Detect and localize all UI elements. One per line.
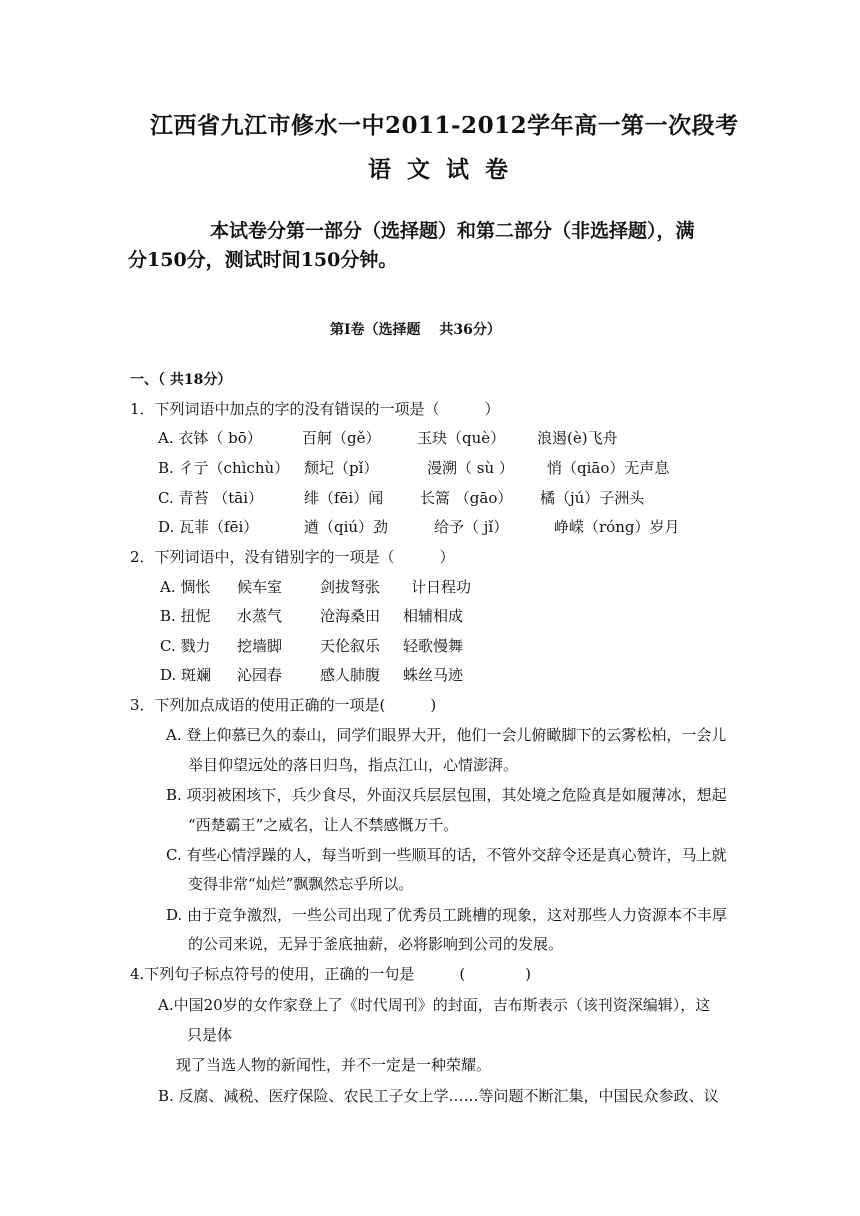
q3-option-b-line-2: “西楚霸王”之威名，让人不禁感慨万千。 xyxy=(188,816,459,834)
q1-option-a-2: 百舸（gě） xyxy=(302,429,381,447)
q3-option-d-line-2: 的公司来说，无异于釜底抽薪，必将影响到公司的发展。 xyxy=(188,935,564,953)
q3-option-a-line-1: A. 登上仰慕已久的泰山，同学们眼界大开，他们一会儿俯瞰脚下的云雾松柏，一会儿 xyxy=(166,726,727,744)
q1-option-d-3: 给予（ jǐ） xyxy=(434,518,509,536)
q2-option-c-3: 天伦叙乐 xyxy=(320,637,381,655)
q1-option-c-1: C. 青苔 （tāi） xyxy=(158,489,264,507)
q1-option-c-3: 长篙 （gāo） xyxy=(420,489,513,507)
document-subtitle: 语 文 试 卷 xyxy=(368,156,509,183)
q2-option-c-1: C. 戮力 xyxy=(160,637,211,655)
q2-option-b-1: B. 扭怩 xyxy=(160,607,211,625)
q1-option-d-2: 遒（qiú）劲 xyxy=(304,518,389,536)
q2-option-b-4: 相辅相成 xyxy=(403,607,464,625)
q1-option-b-4: 悄（qiāo）无声息 xyxy=(547,459,670,477)
q3-option-c-line-2: 变得非常“灿烂”飘飘然忘乎所以。 xyxy=(188,875,414,893)
q1-option-a-1: A. 衣钵（ bō） xyxy=(158,429,262,447)
q3-option-c-line-1: C. 有些心情浮躁的人，每当听到一些顺耳的话，不管外交辞令还是真心赞许，马上就 xyxy=(166,846,727,864)
section-label: 一、（ 共18分） xyxy=(130,372,232,388)
q2-option-b-3: 沧海桑田 xyxy=(320,607,381,625)
q2-option-a-3: 剑拔弩张 xyxy=(320,578,381,596)
q4-option-a-line-1: A.中国20岁的女作家登上了《时代周刊》的封面，吉布斯表示（该刊资深编辑），这 xyxy=(158,996,711,1014)
q2-option-d-1: D. 斑斓 xyxy=(160,666,212,684)
q1-option-b-2: 颓圮（pǐ） xyxy=(304,459,379,477)
q2-option-a-1: A. 惆怅 xyxy=(160,578,211,596)
q1-option-a-3: 玉玦（què） xyxy=(417,429,506,447)
q1-option-d-1: D. 瓦菲（fēi） xyxy=(158,518,259,536)
q1-option-a-4: 浪遏(è)飞舟 xyxy=(537,429,618,447)
q4-option-a-line-3: 现了当选人物的新闻性，并不一定是一种荣耀。 xyxy=(176,1056,492,1074)
q3-option-b-line-1: B. 项羽被困垓下，兵少食尽，外面汉兵层层包围，其处境之危险真是如履薄冰，想起 xyxy=(166,786,727,804)
q2-option-b-2: 水蒸气 xyxy=(237,607,283,625)
part-heading: 第Ⅰ卷（选择题 共36分） xyxy=(330,322,501,338)
q1-option-b-1: B. 彳亍（chìchù） xyxy=(158,459,290,477)
q1-option-b-3: 漫溯（ sù ） xyxy=(427,459,514,477)
intro-line-1: 本试卷分第一部分（选择题）和第二部分（非选择题），满 xyxy=(210,220,695,242)
q1-option-c-2: 绯（fēi）闻 xyxy=(304,489,384,507)
q2-option-d-2: 沁园春 xyxy=(237,666,283,684)
q2-option-d-3: 感人肺腹 xyxy=(320,666,381,684)
q2-option-c-4: 轻歌慢舞 xyxy=(403,637,464,655)
q2-option-a-2: 候车室 xyxy=(237,578,283,596)
q2-option-c-2: 挖墙脚 xyxy=(237,637,283,655)
q1-option-d-4: 峥嵘（róng）岁月 xyxy=(554,518,680,536)
document-title: 江西省九江市修水一中2011-2012学年高一第一次段考 xyxy=(150,112,739,139)
q3-option-a-line-2: 举目仰望远处的落日归鸟，指点江山，心情澎湃。 xyxy=(188,756,519,774)
q2-option-d-4: 蛛丝马迹 xyxy=(403,666,464,684)
q2-option-a-4: 计日程功 xyxy=(411,578,472,596)
q3-option-d-line-1: D. 由于竞争激烈，一些公司出现了优秀员工跳槽的现象，这对那些人力资源本不丰厚 xyxy=(166,906,728,924)
question-3-stem: 3．下列加点成语的使用正确的一项是( ) xyxy=(130,696,437,714)
q1-option-c-4: 橘（jú）子洲头 xyxy=(540,489,645,507)
intro-line-2: 分150分，测试时间150分钟。 xyxy=(128,249,398,271)
q4-option-b-line-1: B. 反腐、减税、医疗保险、农民工子女上学……等问题不断汇集，中国民众参政、议 xyxy=(158,1087,719,1105)
question-4-stem: 4.下列句子标点符号的使用，正确的一句是 ( ) xyxy=(130,965,532,983)
question-2-stem: 2．下列词语中，没有错别字的一项是（ ） xyxy=(130,548,455,566)
q4-option-a-line-2: 只是体 xyxy=(187,1026,233,1044)
question-1-stem: 1．下列词语中加点的字的没有错误的一项是（ ） xyxy=(130,400,500,418)
